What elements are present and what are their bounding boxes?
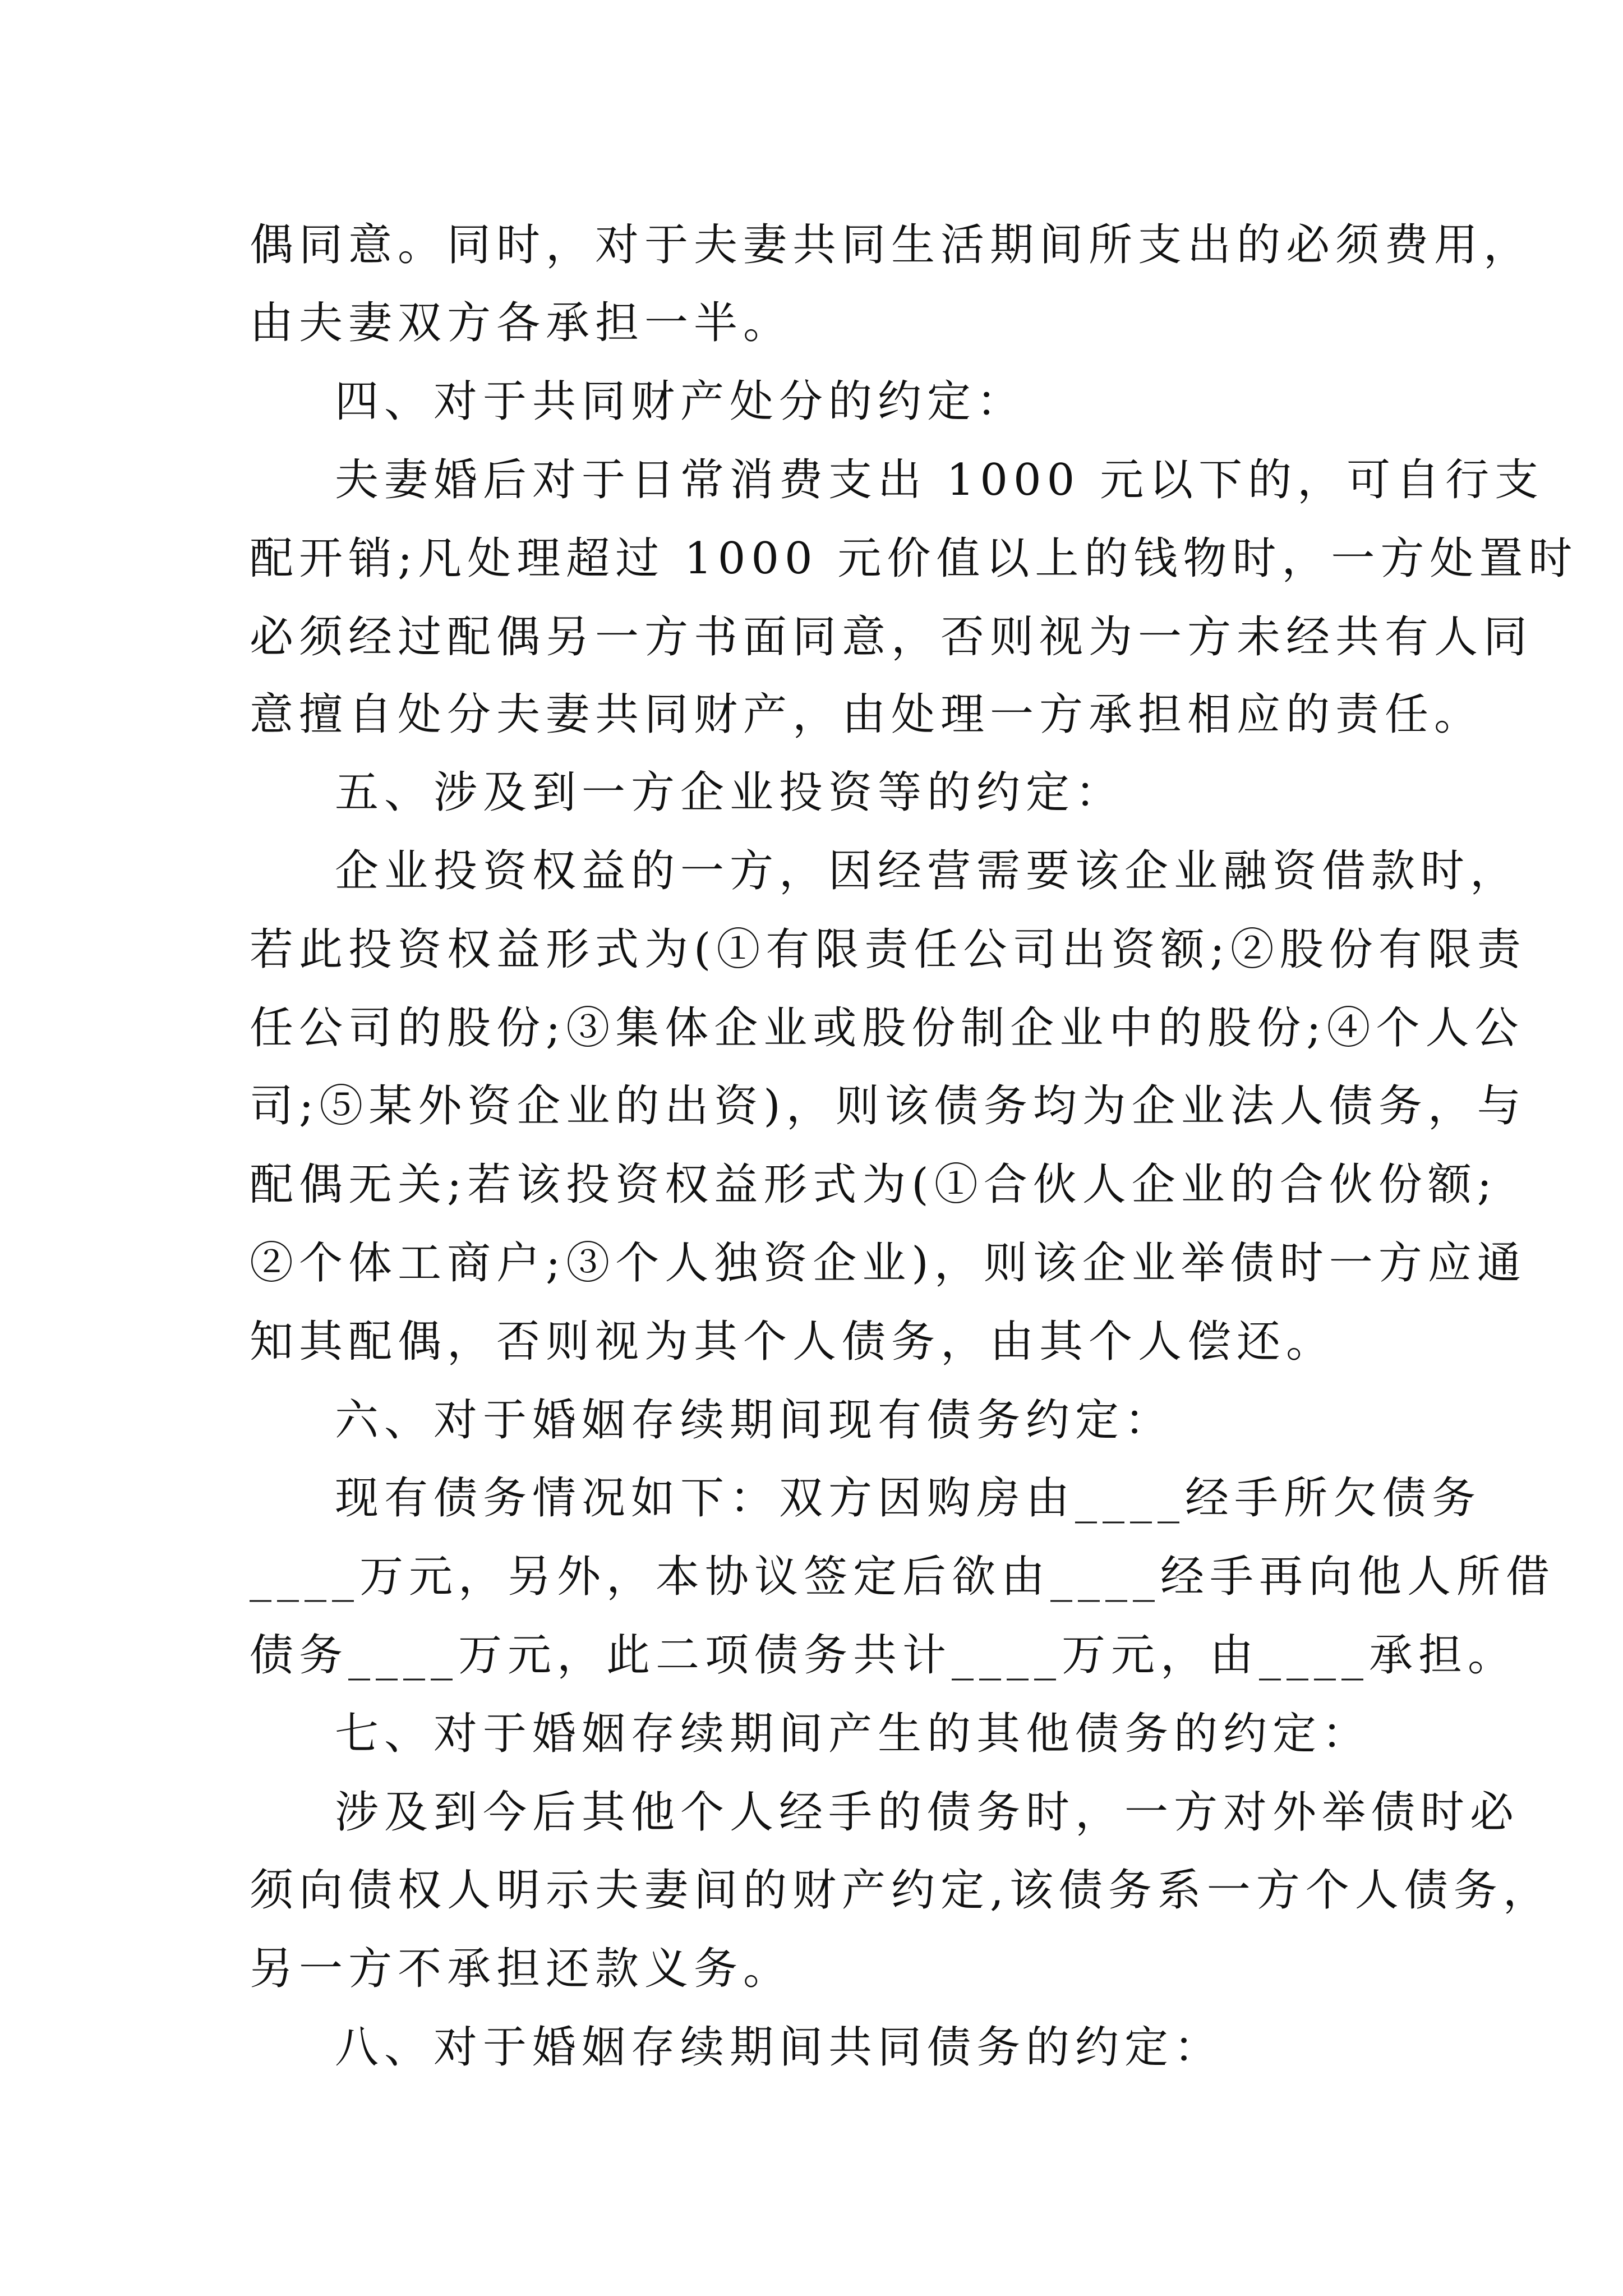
body-text-line: 必须经过配偶另一方书面同意，否则视为一方未经共有人同 (250, 612, 1533, 662)
body-text-line: 任公司的股份;③集体企业或股份制企业中的股份;④个人公 (250, 1003, 1524, 1053)
section-heading: 八、对于婚姻存续期间共同债务的约定： (335, 2022, 1224, 2073)
body-text-line: 配开销;凡处理超过 1000 元价值以上的钱物时，一方处置时 (250, 533, 1578, 584)
body-text-line: 涉及到今后其他个人经手的债务时，一方对外举债时必 (335, 1787, 1520, 1838)
body-text-line: 意擅自处分夫妻共同财产，由处理一方承担相应的责任。 (250, 689, 1484, 740)
body-text-line: 债务____万元，此二项债务共计____万元，由____承担。 (250, 1630, 1518, 1681)
body-text-line: 知其配偶，否则视为其个人债务，由其个人偿还。 (250, 1317, 1336, 1367)
body-text-line: 配偶无关;若该投资权益形式为(①合伙人企业的合伙份额; (250, 1159, 1497, 1210)
body-text-line: ____万元，另外，本协议签定后欲由____经手再向他人所借 (250, 1552, 1556, 1602)
body-text-line: 若此投资权益形式为(①有限责任公司出资额;②股份有限责 (250, 924, 1527, 975)
section-heading: 六、对于婚姻存续期间现有债务约定： (335, 1395, 1174, 1446)
body-text-line: 偶同意。同时，对于夫妻共同生活期间所支出的必须费用， (250, 220, 1533, 270)
body-text-line: 由夫妻双方各承担一半。 (250, 298, 793, 348)
body-text-line: 现有债务情况如下：双方因购房由____经手所欠债务 (335, 1473, 1482, 1524)
body-text-line: 须向债权人明示夫妻间的财产约定,该债务系一方个人债务， (250, 1865, 1552, 1916)
section-heading: 五、涉及到一方企业投资等的约定： (335, 767, 1125, 818)
section-heading: 四、对于共同财产处分的约定： (335, 376, 1026, 427)
body-text-line: ②个体工商户;③个人独资企业)，则该企业举债时一方应通 (250, 1238, 1527, 1289)
body-text-line: 司;⑤某外资企业的出资)，则该债务均为企业法人债务，与 (250, 1081, 1527, 1131)
section-heading: 七、对于婚姻存续期间产生的其他债务的约定： (335, 1709, 1372, 1759)
body-text-line: 夫妻婚后对于日常消费支出 1000 元以下的，可自行支 (335, 455, 1544, 505)
body-text-line: 另一方不承担还款义务。 (250, 1944, 793, 1994)
body-text-line: 企业投资权益的一方，因经营需要该企业融资借款时， (335, 846, 1520, 896)
